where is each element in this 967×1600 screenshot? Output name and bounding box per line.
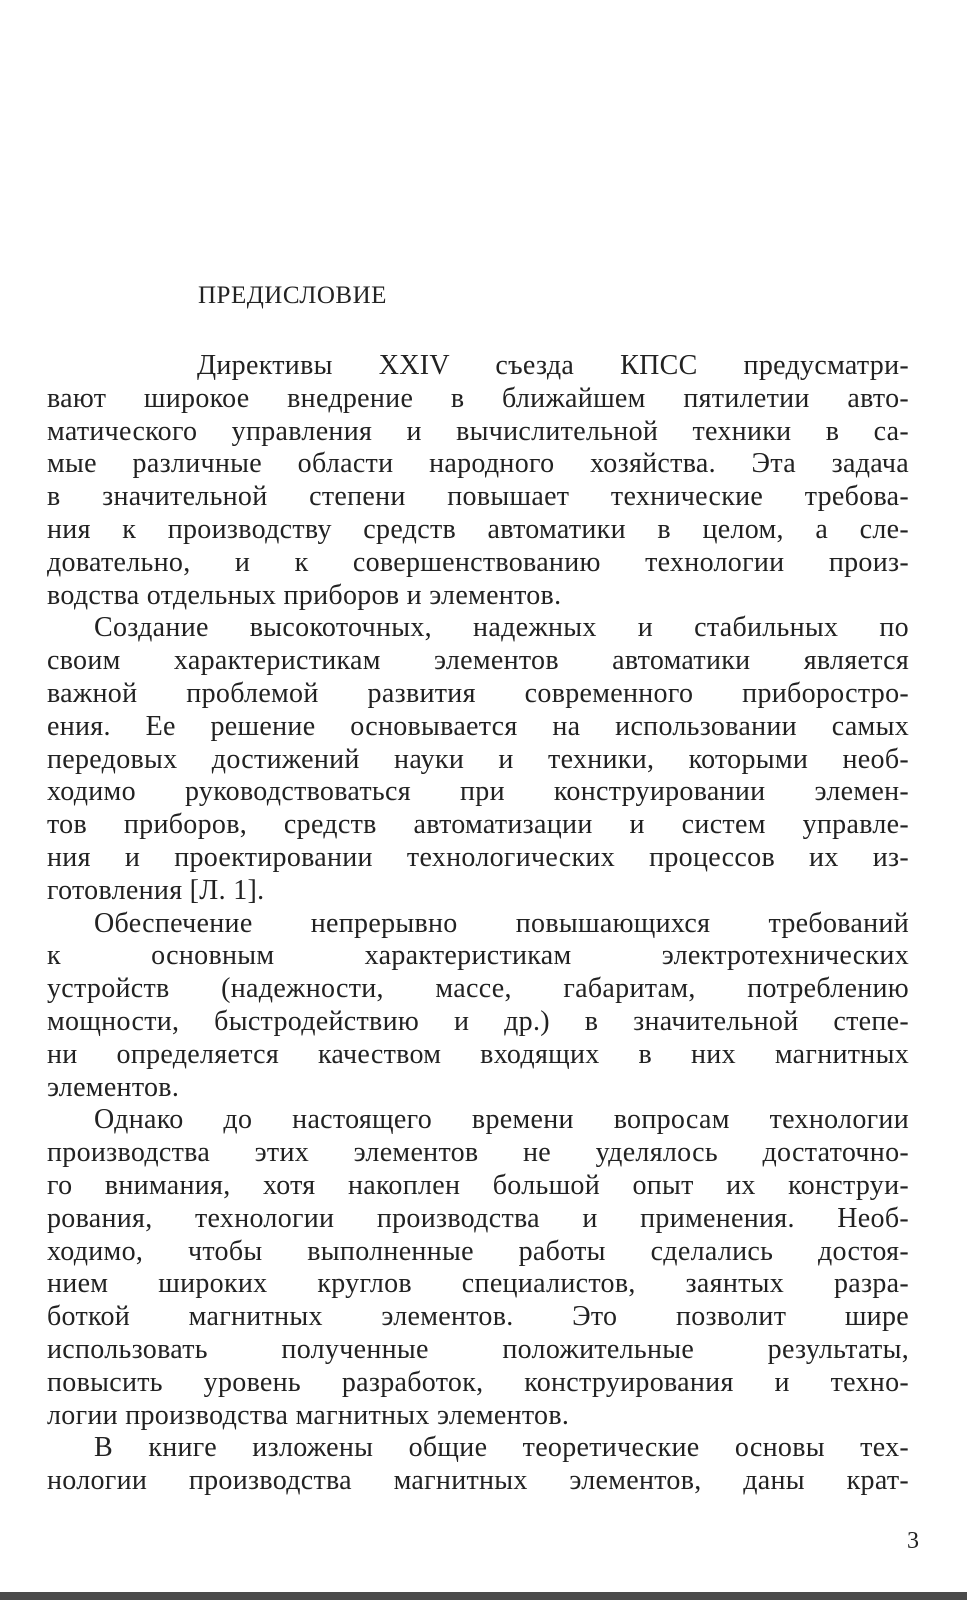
text-line: Однако до настоящего времени вопросам технологии — [94, 1104, 909, 1136]
paragraph-5 — [47, 1432, 909, 1498]
text-line: Создание высокоточных, надежных и стабильных по — [94, 612, 909, 644]
text-line: тов приборов, средств автоматизации и систем управле- — [47, 809, 909, 841]
text-line: рования, технологии производства и применения. Необ- — [47, 1202, 909, 1234]
paragraph-1 — [47, 350, 909, 612]
text-line: матического управления и вычислительной техники в са- — [47, 415, 909, 447]
paragraph-2 — [47, 612, 909, 907]
text-line: ения. Ее решение основывается на использовании самых — [47, 710, 909, 742]
text-line: повысить уровень разработок, конструирования и техно- — [47, 1366, 909, 1398]
text-line: ни определяется качеством входящих в них магнитных — [47, 1038, 909, 1070]
text-line: В книге изложены общие теоретические основы тех- — [94, 1432, 909, 1464]
text-line: Обеспечение непрерывно повышающихся требований — [94, 907, 909, 939]
text-line: производства этих элементов не уделялось достаточно- — [47, 1137, 909, 1169]
page-number: 3 — [907, 1528, 919, 1554]
text-line: к основным характеристикам электротехнических — [47, 940, 909, 972]
paragraph-3 — [47, 908, 909, 1105]
text-line: Директивы XXIV съезда КПСС предусматри- — [197, 350, 909, 381]
text-line: нологии производства магнитных элементов, даны крат- — [47, 1465, 909, 1497]
text-line: нием широких круглов специалистов, заянтых разра- — [47, 1268, 909, 1300]
text-line: логии производства магнитных элементов. — [47, 1399, 570, 1431]
text-line: важной проблемой развития современного приборостро- — [47, 677, 909, 709]
text-line: боткой магнитных элементов. Это позволит шире — [47, 1301, 909, 1333]
text-line: водства отдельных приборов и элементов. — [47, 579, 562, 611]
scan-edge — [0, 1592, 967, 1600]
text-line: элементов. — [47, 1071, 180, 1103]
text-line: мые различные области народного хозяйства. Эта задача — [47, 448, 909, 480]
body-text — [47, 350, 909, 1498]
text-line: вают широкое внедрение в ближайшем пятилетии авто- — [47, 382, 909, 414]
text-line: ния к производству средств автоматики в целом, а сле- — [47, 513, 909, 545]
text-line: го внимания, хотя накоплен большой опыт их конструи- — [47, 1169, 909, 1201]
text-line: ходимо, чтобы выполненные работы сделались достоя- — [47, 1235, 909, 1267]
text-line: своим характеристикам элементов автоматики является — [47, 645, 909, 677]
text-line: довательно, и к совершенствованию технологии произ- — [47, 546, 909, 578]
text-line: использовать полученные положительные результаты, — [47, 1333, 909, 1365]
text-line: ходимо руководствоваться при конструировании элемен- — [47, 776, 909, 808]
text-line: в значительной степени повышает технические требова- — [47, 481, 909, 513]
text-line: готовления [Л. 1]. — [47, 874, 265, 906]
text-line: мощности, быстродействию и др.) в значительной степе- — [47, 1005, 909, 1037]
text-line: ния и проектировании технологических процессов их из- — [47, 841, 909, 873]
page-heading: ПРЕДИСЛОВИЕ — [198, 282, 387, 309]
text-line: передовых достижений науки и техники, которыми необ- — [47, 743, 909, 775]
paragraph-4 — [47, 1104, 909, 1432]
text-line: устройств (надежности, массе, габаритам, потреблению — [47, 973, 909, 1005]
